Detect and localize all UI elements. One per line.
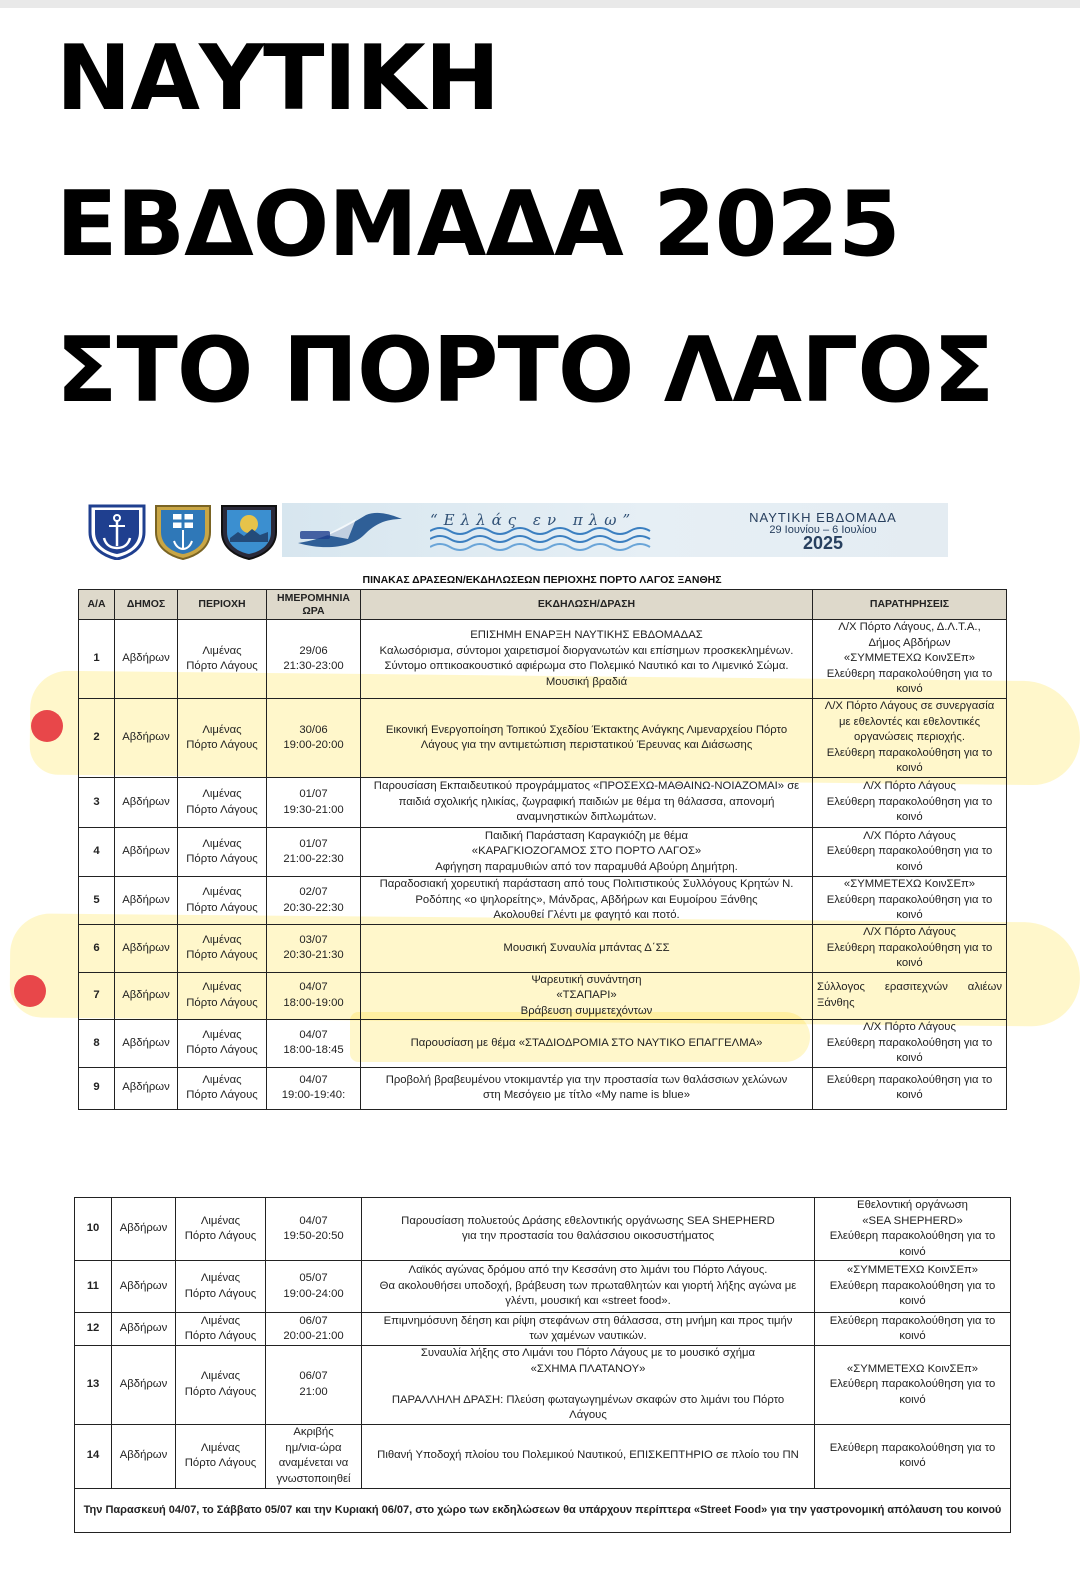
row-notes-line: Ελεύθερη παρακολούθηση για το	[826, 941, 993, 954]
wave-logo-icon	[296, 509, 406, 553]
row-event-line: Αφήγηση παραμυθιών από τον παραμυθά Αβούρη Δημήτρη.	[435, 860, 738, 873]
footer-row	[75, 1488, 1011, 1532]
header-date-line-2: ΩΡΑ	[302, 604, 325, 617]
row-date-time	[267, 828, 361, 877]
row-area-line: Πόρτο Λάγους	[184, 1330, 257, 1342]
row-area	[178, 778, 267, 828]
table-row	[75, 1424, 1011, 1488]
row-notes-line: Ελεύθερη παρακολούθηση για το	[826, 1073, 993, 1086]
row-municipality: Αβδήρων	[112, 1261, 176, 1313]
row-date-time	[266, 1261, 362, 1313]
row-area	[178, 699, 267, 778]
header-date	[267, 590, 361, 620]
header-aa: Α/Α	[79, 590, 115, 620]
row-municipality: Αβδήρων	[115, 1067, 178, 1109]
row-event	[361, 877, 813, 925]
row-date-line: Ακριβής	[293, 1426, 334, 1438]
row-municipality: Αβδήρων	[115, 972, 178, 1020]
row-date-line: 19:30-21:00	[283, 803, 344, 816]
row-event-line: Συναυλία λήξης στο Λιμάνι του Πόρτο Λάγους με το μουσικό σχήμα	[420, 1347, 756, 1359]
row-area	[176, 1198, 266, 1261]
row-area-line: Λιμένας	[202, 1073, 242, 1086]
row-date-line: 20:30-22:30	[283, 901, 344, 914]
row-date-line: 02/07	[299, 886, 328, 898]
row-notes-line: κοινό	[899, 1245, 926, 1258]
row-notes-line: κοινό	[896, 683, 923, 696]
row-event-line: γλέντι, μουσική και «street food».	[505, 1295, 671, 1308]
row-event	[362, 1424, 815, 1488]
row-event-line: Μουσική βραδιά	[545, 675, 628, 688]
row-event	[362, 1261, 815, 1313]
table-row	[75, 1198, 1011, 1261]
row-date-time	[266, 1346, 362, 1425]
row-notes	[813, 1020, 1007, 1068]
row-area-line: Λιμένας	[200, 1214, 241, 1227]
table-row	[75, 1346, 1011, 1425]
table-row	[79, 972, 1007, 1020]
row-notes-line: «ΣΥΜΜΕΤΕΧΩ ΚοινΣΕπ»	[843, 878, 976, 891]
banner-year: 2025	[802, 533, 844, 553]
row-municipality: Αβδήρων	[115, 828, 178, 877]
row-number: 2	[79, 699, 115, 778]
row-date-line: 03/07	[299, 933, 328, 946]
row-date-line: 21:30-23:00	[283, 660, 344, 672]
row-event-line: ΕΠΙΣΗΜΗ ΕΝΑΡΞΗ ΝΑΥΤΙΚΗΣ ΕΒΔΟΜΑΔΑΣ	[470, 629, 703, 641]
row-event-line: Λάγους	[569, 1409, 607, 1421]
row-event-line: παιδιά σχολικής ηλικίας, ζωγραφική παιδιών με θέμα τη θάλασσα, απονομή	[398, 795, 775, 808]
row-event-line: Λάγους για την αντιμετώπιση περιστατικού Έρευνας και Διάσωσης	[420, 739, 753, 751]
row-event	[361, 778, 813, 828]
row-date-time	[267, 972, 361, 1020]
row-date-line: 01/07	[299, 788, 328, 800]
row-notes-line: κοινό	[896, 1052, 923, 1064]
row-number: 13	[75, 1346, 112, 1425]
row-area-line: Λιμένας	[202, 886, 242, 898]
row-notes-line: οργανώσεις περιοχής.	[854, 731, 965, 744]
row-date-line: 06/07	[299, 1370, 328, 1383]
row-notes-line: Ελεύθερη παρακολούθηση για το	[826, 795, 993, 808]
row-municipality: Αβδήρων	[112, 1346, 176, 1425]
row-date-line: 21:00-22:30	[283, 853, 344, 865]
row-area	[178, 828, 267, 877]
row-area-line: Πόρτο Λάγους	[186, 739, 258, 751]
row-area-line: Πόρτο Λάγους	[186, 949, 258, 962]
row-notes-line: Ξάνθης	[817, 996, 855, 1009]
row-municipality: Αβδήρων	[115, 778, 178, 828]
row-notes-line: Ελεύθερη παρακολούθηση για το	[829, 1314, 996, 1327]
row-area-line: Πόρτο Λάγους	[186, 660, 258, 672]
row-event-line: Ροδόπης «ο ψηλορείτης», Μάνδρας, Αβδήρων και Ευμοίρου Ξάνθης	[415, 893, 758, 906]
row-event-line: «ΣΧΗΜΑ ΠΛΑΤΑΝΟΥ»	[530, 1362, 646, 1375]
row-number: 1	[79, 620, 115, 699]
row-date-time	[266, 1198, 362, 1261]
row-number: 7	[79, 972, 115, 1020]
row-event-line: Ακολουθεί Γλέντι με φαγητό και ποτό.	[493, 909, 680, 922]
row-date-time	[267, 877, 361, 925]
row-date-line: 19:50-20:50	[283, 1230, 344, 1242]
banner-heading: ΝΑΥΤΙΚΗ ΕΒΔΟΜΑΔΑ	[749, 510, 897, 525]
row-date-line: 30/06	[299, 723, 328, 736]
row-date-line: γνωστοποιηθεί	[276, 1472, 351, 1485]
row-date-line: 29/06	[299, 644, 328, 657]
row-notes-line: κοινό	[899, 1330, 926, 1342]
row-date-line: 05/07	[299, 1272, 328, 1284]
row-notes	[815, 1313, 1011, 1346]
red-dot-marker	[31, 710, 63, 742]
row-notes	[813, 972, 1007, 1020]
red-dot-marker	[14, 975, 46, 1007]
row-area-line: Πόρτο Λάγους	[184, 1385, 257, 1398]
row-area-line: Πόρτο Λάγους	[184, 1230, 257, 1242]
row-notes-line: κοινό	[896, 762, 923, 775]
row-notes-line: Ελεύθερη παρακολούθηση για το	[829, 1230, 996, 1242]
row-notes-line: «SEA SHEPHERD»	[862, 1214, 963, 1227]
anchor-crest-icon	[86, 502, 148, 560]
row-event-line: Επιμνημόσυνη δέηση και ρίψη στεφάνων στη θάλασσα, στη μνήμη και προς τιμήν	[383, 1314, 793, 1327]
row-area	[178, 1020, 267, 1068]
row-area	[178, 877, 267, 925]
row-event-line: Παιδική Παράσταση Καραγκιόζη με θέμα	[484, 829, 689, 842]
table-row	[79, 1020, 1007, 1068]
row-date-time	[267, 1020, 361, 1068]
row-notes-line: Ελεύθερη παρακολούθηση για το	[829, 1441, 996, 1454]
row-date-line: 04/07	[299, 1214, 328, 1227]
row-event-line: Μουσική Συναυλία μπάντας Δ΄ΣΣ	[503, 941, 670, 954]
row-number: 8	[79, 1020, 115, 1068]
row-date-line: 19:00-20:00	[283, 739, 344, 751]
row-date-line: 18:00-18:45	[283, 1044, 344, 1057]
row-date-line: 06/07	[299, 1314, 328, 1327]
row-area-line: Πόρτο Λάγους	[186, 853, 258, 865]
row-event-line: αναμνηστικών διπλωμάτων.	[516, 811, 657, 824]
row-event-line: Καλωσόρισμα, σύντομοι χαιρετισμοί διοργανωτών και επίσημων προσκεκλημένων.	[379, 644, 794, 657]
row-notes-line: «ΣΥΜΜΕΤΕΧΩ ΚοινΣΕπ»	[846, 1362, 979, 1375]
row-date-time	[267, 778, 361, 828]
row-notes-line: Λ/Χ Πόρτο Λάγους	[863, 829, 956, 842]
row-area-line: Πόρτο Λάγους	[186, 996, 258, 1009]
events-table-page-2	[74, 1197, 1011, 1533]
row-notes-line: Εθελοντική οργάνωση	[857, 1199, 968, 1211]
row-date-line: 04/07	[299, 1028, 328, 1041]
banner-dates: 29 Ιουνίου – 6 Ιουλίου	[769, 524, 877, 536]
row-notes-line: κοινό	[899, 1393, 926, 1406]
row-municipality: Αβδήρων	[115, 877, 178, 925]
row-event-line: Παραδοσιακή χορευτική παράσταση από τους Πολιτιστικούς Συλλόγους Κρητών Ν.	[379, 878, 794, 891]
row-notes-line: κοινό	[896, 811, 923, 824]
row-date-line: 21:00	[299, 1385, 328, 1398]
row-notes	[813, 620, 1007, 699]
header-dimos: ΔΗΜΟΣ	[115, 590, 178, 620]
row-event-line: για την προστασία του θαλάσσιου οικοσυστήματος	[461, 1230, 715, 1242]
row-area-line: Λιμένας	[202, 723, 242, 736]
row-notes	[813, 925, 1007, 973]
header-date-line-1: ΗΜΕΡΟΜΗΝΙΑ	[277, 591, 350, 604]
row-event-line: Θα ακολουθήσει υποδοχή, βράβευση των πρωταθλητών και γιορτή λήξης αγώνα με	[379, 1279, 797, 1292]
row-date-line: 20:00-21:00	[283, 1330, 344, 1342]
row-notes-line: Ελεύθερη παρακολούθηση για το	[826, 1036, 993, 1049]
row-area-line: Λιμένας	[202, 981, 242, 994]
row-event	[362, 1198, 815, 1261]
row-notes	[813, 699, 1007, 778]
row-date-time	[267, 1067, 361, 1109]
row-number: 14	[75, 1424, 112, 1488]
table-row	[79, 699, 1007, 778]
table-header-row	[79, 590, 1007, 620]
row-area-line: Πόρτο Λάγους	[186, 901, 258, 914]
banner-motto: “Ελλάς εν πλω”	[430, 511, 637, 529]
header-notes: ΠΑΡΑΤΗΡΗΣΕΙΣ	[813, 590, 1007, 620]
row-area-line: Πόρτο Λάγους	[186, 1089, 258, 1101]
row-date-time	[266, 1424, 362, 1488]
row-municipality: Αβδήρων	[112, 1313, 176, 1346]
row-event-line: Βράβευση συμμετεχόντων	[520, 1004, 653, 1017]
table-caption: ΠΙΝΑΚΑΣ ΔΡΑΣΕΩΝ/ΕΚΔΗΛΩΣΕΩΝ ΠΕΡΙΟΧΗΣ ΠΟΡΤΟ ΛΑΓΟΣ ΞΑΝΘΗΣ	[362, 574, 722, 586]
row-number: 3	[79, 778, 115, 828]
row-notes-line: κοινό	[896, 957, 923, 969]
row-area-line: Λιμένας	[202, 644, 242, 657]
title-line-1: ΝΑΥΤΙΚΗ	[56, 26, 500, 131]
row-notes-line: κοινό	[899, 1457, 926, 1469]
row-notes-line: κοινό	[896, 1089, 923, 1101]
row-event-line: «ΚΑΡΑΓΚΙΟΖΟΓΑΜΟΣ ΣΤΟ ΠΟΡΤΟ ΛΑΓΟΣ»	[471, 845, 702, 858]
row-area-line: Λιμένας	[200, 1314, 241, 1327]
row-date-time	[267, 620, 361, 699]
event-banner	[86, 498, 956, 562]
row-event	[361, 699, 813, 778]
row-date-time	[267, 699, 361, 778]
row-area-line: Λιμένας	[200, 1370, 241, 1383]
page-title	[56, 6, 1066, 444]
row-event-line: Ψαρευτική συνάντηση	[531, 973, 642, 986]
table-row	[79, 620, 1007, 699]
row-area	[176, 1261, 266, 1313]
row-event-line	[366, 1377, 810, 1393]
coast-guard-crest-icon	[152, 502, 214, 560]
row-number: 12	[75, 1313, 112, 1346]
row-notes-line: κοινό	[896, 909, 923, 922]
row-event-line: Προβολή βραβευμένου ντοκιμαντέρ για την προστασία των θαλάσσιων χελώνων	[385, 1073, 788, 1086]
row-municipality: Αβδήρων	[115, 925, 178, 973]
row-notes-line: Σύλλογος ερασιτεχνών αλιέων	[817, 981, 1002, 994]
row-event-line: Παρουσίαση Εκπαιδευτικού προγράμματος «ΠΡΟΣΕΧΩ-ΜΑΘΑΙΝΩ-ΝΟΙΑΖΟΜΑΙ» σε	[373, 780, 800, 793]
row-notes	[813, 778, 1007, 828]
row-area-line: Πόρτο Λάγους	[186, 803, 258, 816]
row-number: 4	[79, 828, 115, 877]
row-event-line: ΠΑΡΑΛΛΗΛΗ ΔΡΑΣΗ: Πλεύση φωταγωγημένων σκαφών στο λιμάνι του Πόρτο	[391, 1393, 785, 1406]
row-notes-line: Ελεύθερη παρακολούθηση για το	[826, 746, 993, 759]
row-area	[178, 925, 267, 973]
navy-crest-icon	[218, 502, 280, 560]
row-date-line: αναμένεται να	[278, 1457, 349, 1469]
row-area-line: Λιμένας	[202, 933, 242, 946]
row-notes-line: Ελεύθερη παρακολούθηση για το	[829, 1378, 996, 1390]
row-event-line: «ΤΣΑΠΑΡΙ»	[556, 989, 617, 1001]
row-date-line: 18:00-19:00	[283, 996, 344, 1009]
events-table-page-1	[78, 589, 1007, 1110]
row-notes	[815, 1261, 1011, 1313]
row-event	[362, 1346, 815, 1425]
row-notes-line: Δήμος Αβδήρων	[868, 636, 951, 649]
row-number: 10	[75, 1198, 112, 1261]
row-event-line: Εικονική Ενεργοποίηση Τοπικού Σχεδίου Έκτακτης Ανάγκης Λιμεναρχείου Πόρτο	[385, 723, 788, 736]
table-row	[75, 1313, 1011, 1346]
row-area	[176, 1424, 266, 1488]
row-event	[361, 1020, 813, 1068]
table-row	[79, 877, 1007, 925]
row-event-line: στη Μεσόγειο με τίτλο «My name is blue»	[482, 1089, 690, 1101]
title-line-2: ΕΒΔΟΜΑΔΑ 2025	[56, 172, 900, 277]
row-event	[361, 828, 813, 877]
row-municipality: Αβδήρων	[112, 1198, 176, 1261]
row-notes-line: Λ/Χ Πόρτο Λάγους	[863, 780, 956, 793]
row-notes-line: Ελεύθερη παρακολούθηση για το	[826, 667, 993, 680]
row-notes-line: «ΣΥΜΜΕΤΕΧΩ ΚοινΣΕπ»	[846, 1264, 979, 1277]
row-notes	[815, 1346, 1011, 1425]
row-date-line: 01/07	[299, 837, 328, 850]
table-row	[75, 1261, 1011, 1313]
row-area	[176, 1313, 266, 1346]
table-row	[79, 828, 1007, 877]
row-date-line: 19:00-19:40:	[281, 1089, 346, 1101]
table-row	[79, 1067, 1007, 1109]
row-area	[176, 1346, 266, 1425]
row-number: 9	[79, 1067, 115, 1109]
row-date-line: 20:30-21:30	[283, 949, 344, 962]
row-notes	[813, 1067, 1007, 1109]
row-notes-line: Λ/Χ Πόρτο Λάγους σε συνεργασία	[824, 700, 995, 713]
row-date-line: 04/07	[299, 981, 328, 994]
row-municipality: Αβδήρων	[115, 699, 178, 778]
row-event	[361, 1067, 813, 1109]
row-notes-line: «ΣΥΜΜΕΤΕΧΩ ΚοινΣΕπ»	[843, 652, 976, 665]
header-periochi: ΠΕΡΙΟΧΗ	[178, 590, 267, 620]
row-municipality: Αβδήρων	[115, 620, 178, 699]
table-row	[79, 925, 1007, 973]
row-event	[362, 1313, 815, 1346]
row-area-line: Λιμένας	[200, 1272, 241, 1284]
title-line-3: ΣΤΟ ΠΟΡΤΟ ΛΑΓΟΣ	[56, 318, 994, 423]
row-notes-line: Λ/Χ Πόρτο Λάγους, Δ.Λ.Τ.Α.,	[838, 621, 981, 634]
row-event-line: Σύντομο οπτικοακουστικό αφιέρωμα στο Πολεμικό Ναυτικό και το Λιμενικό Σώμα.	[384, 660, 789, 672]
footer-note: Την Παρασκευή 04/07, το Σάββατο 05/07 και την Κυριακή 06/07, στο χώρο των εκδηλώσεων θα υπάρχουν περίπτερα «Street Food» για την γαστρονομική απόλαυση του κοινού	[75, 1488, 1011, 1532]
header-event: ΕΚΔΗΛΩΣΗ/ΔΡΑΣΗ	[361, 590, 813, 620]
row-area-line: Λιμένας	[202, 1028, 242, 1041]
row-notes	[813, 877, 1007, 925]
row-area-line: Λιμένας	[200, 1441, 241, 1454]
row-notes-line: Ελεύθερη παρακολούθηση για το	[829, 1279, 996, 1292]
row-notes	[815, 1424, 1011, 1488]
row-area-line: Λιμένας	[202, 788, 242, 800]
row-notes-line: Ελεύθερη παρακολούθηση για το	[826, 893, 993, 906]
row-area	[178, 620, 267, 699]
row-notes-line: κοινό	[899, 1295, 926, 1308]
row-event-line: Παρουσίαση με θέμα «ΣΤΑΔΙΟΔΡΟΜΙΑ ΣΤΟ ΝΑΥΤΙΚΟ ΕΠΑΓΓΕΛΜΑ»	[410, 1036, 763, 1049]
row-date-line: 19:00-24:00	[283, 1287, 344, 1300]
row-event	[361, 972, 813, 1020]
row-event	[361, 620, 813, 699]
row-area	[178, 972, 267, 1020]
row-notes-line: Λ/Χ Πόρτο Λάγους	[863, 1021, 956, 1033]
row-municipality: Αβδήρων	[115, 1020, 178, 1068]
row-event-line: Παρουσίαση πολυετούς Δράσης εθελοντικής οργάνωσης SEA SHEPHERD	[401, 1214, 775, 1227]
row-event-line: των χαμένων ναυτικών.	[529, 1330, 647, 1342]
row-municipality: Αβδήρων	[112, 1424, 176, 1488]
row-area-line: Πόρτο Λάγους	[186, 1044, 258, 1057]
row-notes-line: με εθελοντές και εθελοντικές	[838, 715, 981, 728]
row-number: 11	[75, 1261, 112, 1313]
row-number: 5	[79, 877, 115, 925]
row-event	[361, 925, 813, 973]
table-row	[79, 778, 1007, 828]
row-notes-line: Λ/Χ Πόρτο Λάγους	[863, 926, 956, 938]
row-event-line: Λαϊκός αγώνας δρόμου από την Κεσσάνη στο λιμάνι του Πόρτο Λάγους.	[408, 1264, 768, 1277]
row-date-time	[267, 925, 361, 973]
row-area-line: Λιμένας	[202, 837, 242, 850]
row-date-line: 04/07	[299, 1073, 328, 1086]
row-date-line: ημ/νια-ώρα	[285, 1441, 342, 1454]
row-number: 6	[79, 925, 115, 973]
row-event-line: Πιθανή Υποδοχή πλοίου του Πολεμικού Ναυτικού, ΕΠΙΣΚΕΠΤΗΡΙΟ σε πλοίο του ΠΝ	[377, 1449, 799, 1462]
row-notes-line: κοινό	[896, 860, 923, 873]
row-notes-line: Ελεύθερη παρακολούθηση για το	[826, 845, 993, 858]
row-area-line: Πόρτο Λάγους	[184, 1287, 257, 1300]
row-notes	[815, 1198, 1011, 1261]
row-date-time	[266, 1313, 362, 1346]
row-area	[178, 1067, 267, 1109]
row-notes	[813, 828, 1007, 877]
row-area-line: Πόρτο Λάγους	[184, 1457, 257, 1469]
banner-title	[728, 510, 918, 554]
